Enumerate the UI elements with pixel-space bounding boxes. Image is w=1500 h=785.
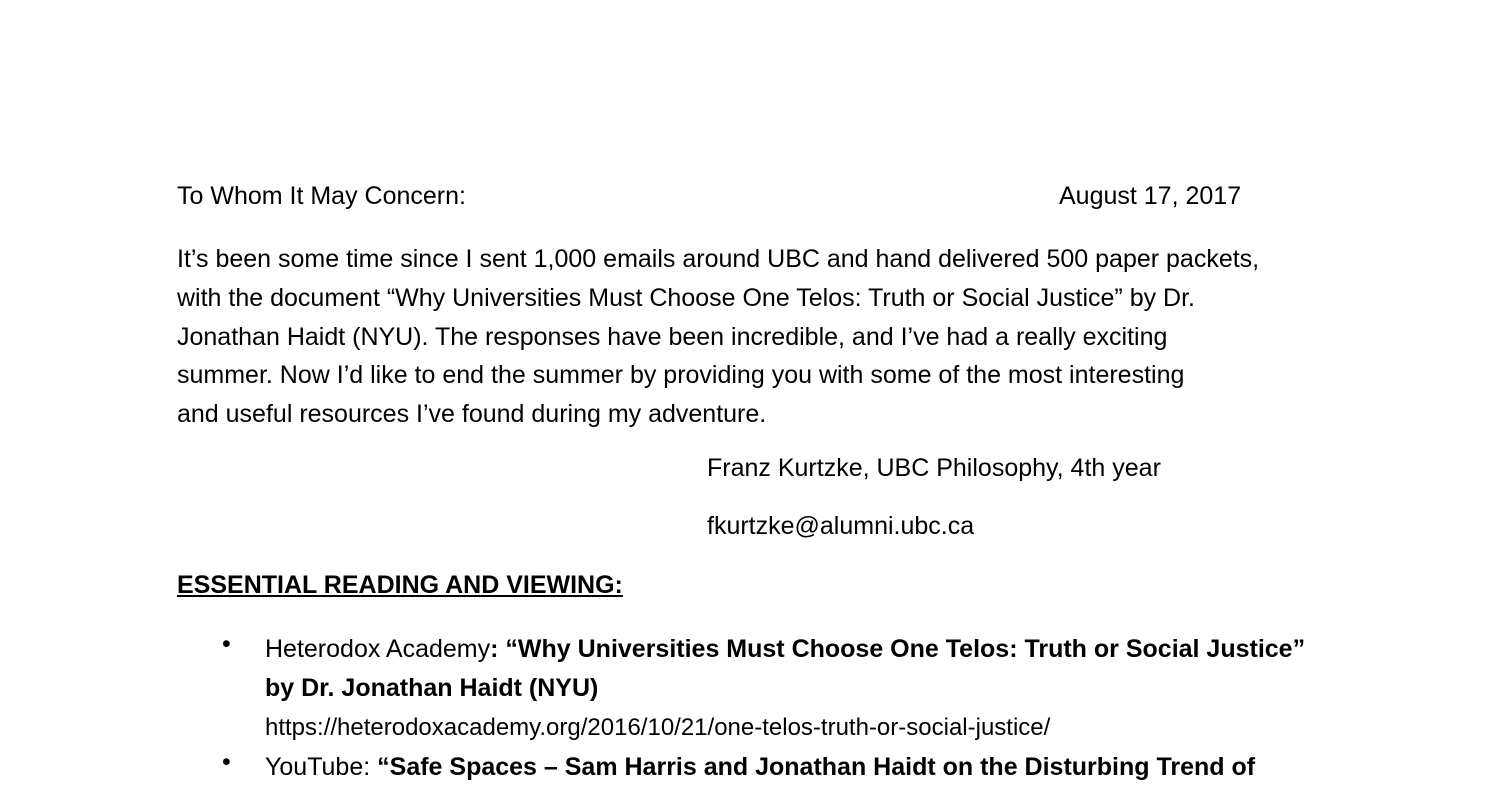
letter-body-line: summer. Now I’d like to end the summer by providing you with some of the most interesting — [177, 361, 1185, 390]
list-item-link[interactable]: https://heterodoxacademy.org/2016/10/21/one-telos-truth-or-social-justice/ — [265, 714, 1051, 741]
list-item-title-continued: by Dr. Jonathan Haidt (NYU) — [265, 674, 599, 702]
letter-body-line: with the document “Why Universities Must Choose One Telos: Truth or Social Justice” by Dr. — [177, 283, 1195, 312]
letter-body-line: and useful resources I’ve found during my adventure. — [177, 400, 767, 429]
list-item — [265, 630, 1305, 747]
section-heading: ESSENTIAL READING AND VIEWING: — [177, 571, 623, 599]
list-item-title: : “Why Universities Must Choose One Telos: Truth or Social Justice” — [490, 635, 1306, 663]
letter-greeting: To Whom It May Concern: — [177, 182, 466, 210]
signature-name: Franz Kurtzke, UBC Philosophy, 4th year — [707, 454, 1161, 482]
list-item-source: Heterodox Academy — [265, 635, 491, 663]
list-item-source: YouTube: — [265, 753, 378, 781]
list-item-title-line — [265, 630, 1305, 669]
list-item — [265, 748, 1255, 785]
bullet-icon: • — [222, 748, 231, 776]
letter-date: August 17, 2017 — [1059, 182, 1242, 210]
bullet-icon: • — [222, 630, 231, 658]
letter-body — [177, 240, 1259, 434]
signature-email: fkurtzke@alumni.ubc.ca — [707, 512, 975, 540]
list-item-title-line — [265, 748, 1255, 785]
letter-body-line: Jonathan Haidt (NYU). The responses have been incredible, and I’ve had a really exciting — [177, 322, 1168, 351]
letter-body-line: It’s been some time since I sent 1,000 emails around UBC and hand delivered 500 paper packets, — [177, 245, 1260, 273]
list-item-title: “Safe Spaces – Sam Harris and Jonathan Haidt on the Disturbing Trend of — [377, 753, 1256, 781]
